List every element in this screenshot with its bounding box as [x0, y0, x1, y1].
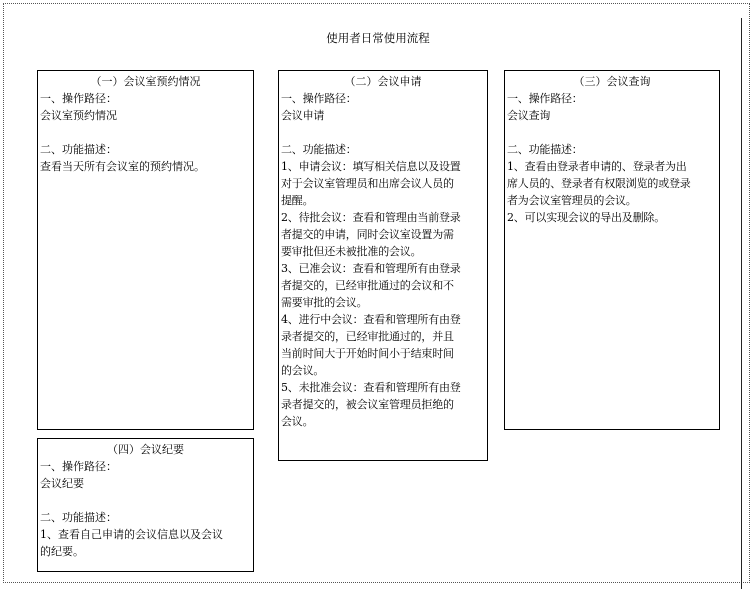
description-line: 者为会议室管理员的会议。	[507, 194, 637, 207]
function-description-label: 二、功能描述：	[40, 143, 117, 156]
operation-path-value: 会议纪要	[40, 477, 84, 490]
description-line: 5、未批准会议：查看和管理所有由登	[281, 381, 461, 394]
description-line: 席人员的、登录者有权限浏览的或登录	[507, 177, 691, 190]
description-line: 者提交的申请，同时会议室设置为需	[281, 228, 454, 241]
description-line: 3、已准会议：查看和管理所有由登录	[281, 262, 461, 275]
section-heading: （一）会议室预约情况	[90, 75, 201, 88]
section-heading: （二）会议申请	[344, 75, 422, 88]
spacer	[507, 124, 717, 141]
description-line: 的纪要。	[40, 545, 84, 558]
section-meeting-minutes	[37, 438, 254, 572]
description-line: 会议。	[281, 415, 314, 428]
description-line: 对于会议室管理员和出席会议人员的	[281, 177, 454, 190]
description-line: 1、查看由登录者申请的、登录者为出	[507, 160, 687, 173]
description-line: 录者提交的，已经审批通过的，并且	[281, 330, 454, 343]
operation-path-label: 一、操作路径：	[281, 92, 357, 105]
operation-path-label: 一、操作路径：	[507, 92, 583, 105]
page-edge-divider	[741, 18, 742, 589]
section-meeting-query	[504, 70, 720, 430]
spacer	[281, 124, 485, 141]
section-heading: （四）会议纪要	[107, 443, 184, 456]
description-line: 1、查看自己申请的会议信息以及会议	[40, 528, 223, 541]
description-line: 的会议。	[281, 364, 325, 377]
description-line: 要审批但还未被批准的会议。	[281, 245, 422, 258]
operation-path-label: 一、操作路径：	[40, 460, 117, 473]
operation-path-value: 会议室预约情况	[40, 109, 117, 122]
section-heading: （三）会议查询	[573, 75, 651, 88]
description-line: 1、申请会议：填写相关信息以及设置	[281, 160, 461, 173]
spacer	[40, 492, 251, 509]
description-line: 当前时间大于开始时间小于结束时间	[281, 347, 454, 360]
function-description-label: 二、功能描述：	[40, 511, 117, 524]
description-line: 查看当天所有会议室的预约情况。	[40, 160, 205, 173]
description-line: 者提交的，已经审批通过的会议和不	[281, 279, 454, 292]
function-description-label: 二、功能描述：	[507, 143, 583, 156]
description-line: 2、可以实现会议的导出及删除。	[507, 211, 665, 224]
operation-path-value: 会议申请	[281, 109, 325, 122]
section-meeting-application	[278, 70, 488, 461]
description-line: 录者提交的，被会议室管理员拒绝的	[281, 398, 454, 411]
spacer	[40, 124, 251, 141]
operation-path-value: 会议查询	[507, 109, 551, 122]
function-description-label: 二、功能描述：	[281, 143, 357, 156]
description-line: 提醒。	[281, 194, 314, 207]
document-title: 使用者日常使用流程	[326, 31, 430, 45]
section-room-booking-status	[37, 70, 254, 430]
description-line: 2、待批会议：查看和管理由当前登录	[281, 211, 461, 224]
description-line: 需要审批的会议。	[281, 296, 368, 309]
operation-path-label: 一、操作路径：	[40, 92, 117, 105]
description-line: 4、进行中会议：查看和管理所有由登	[281, 313, 461, 326]
